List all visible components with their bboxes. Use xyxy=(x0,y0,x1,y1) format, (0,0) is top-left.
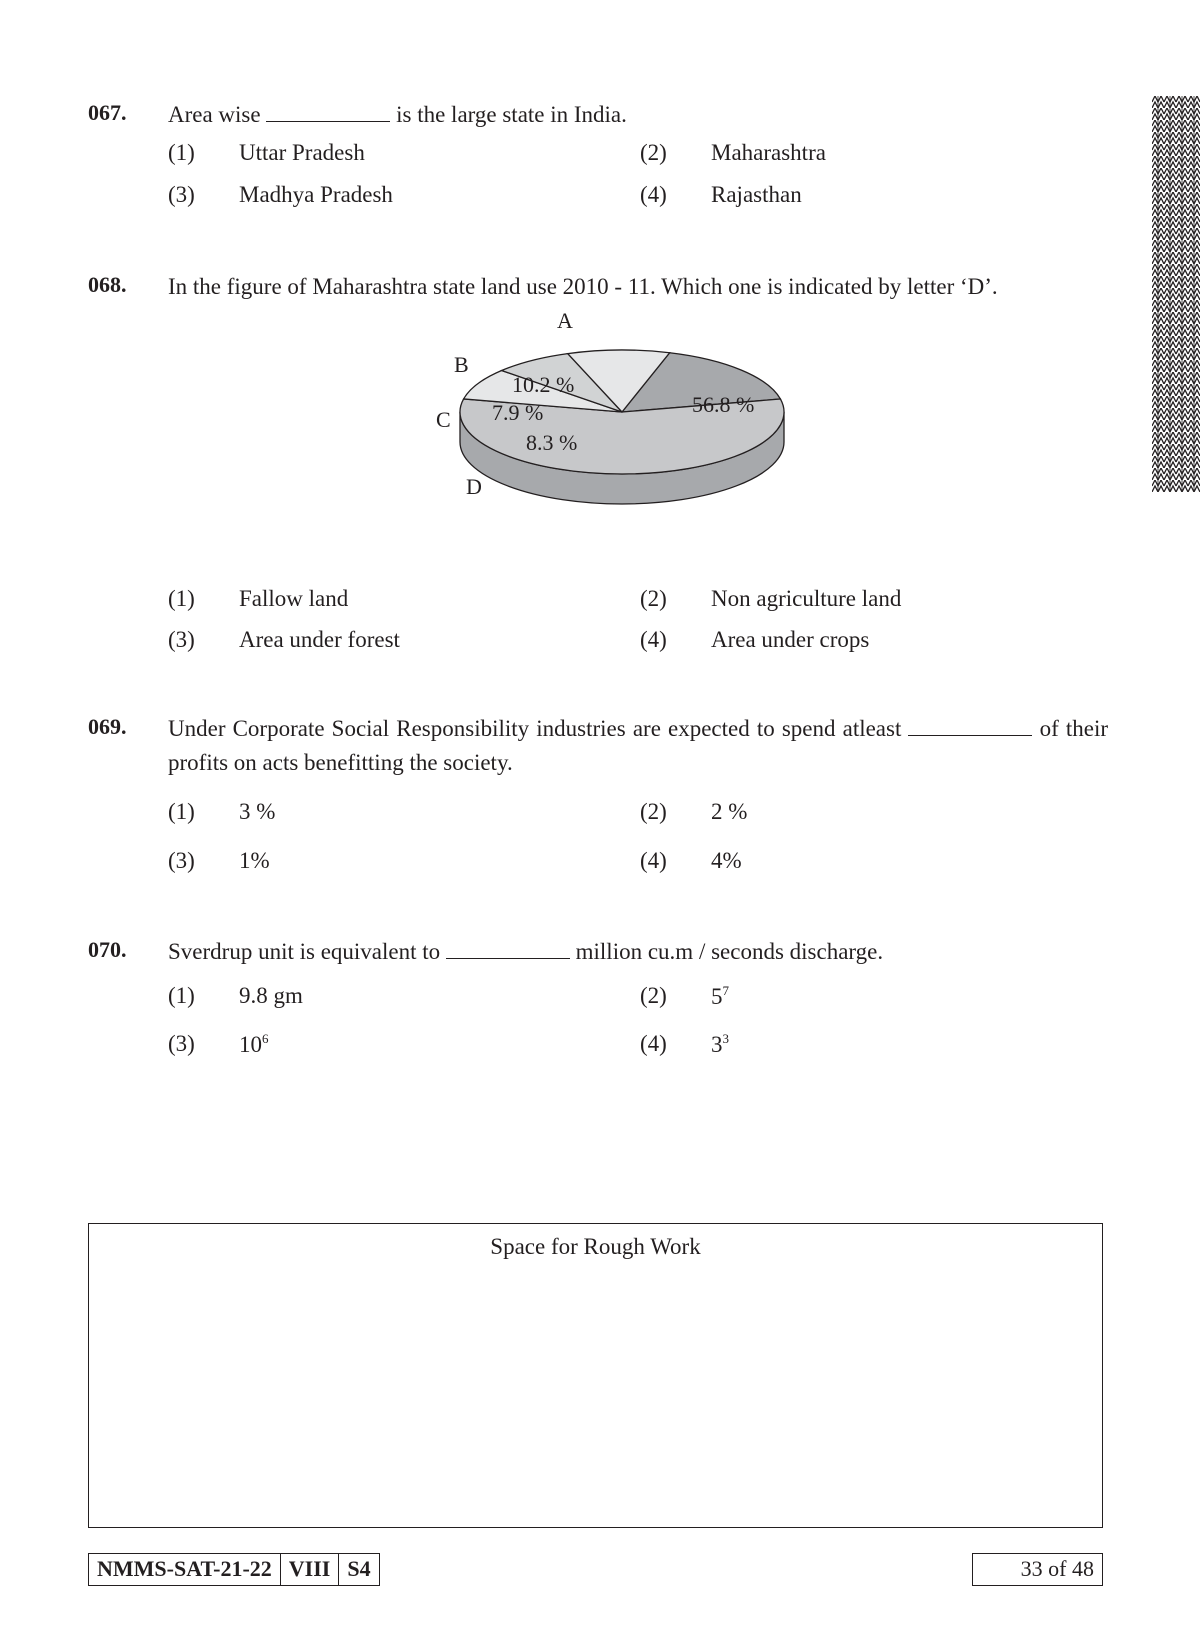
option-base: 10 xyxy=(239,1032,262,1057)
option-number: (3) xyxy=(168,1031,195,1056)
option-exponent: 3 xyxy=(722,1031,729,1046)
question-068-options xyxy=(88,586,1108,666)
option-text xyxy=(711,1031,729,1058)
question-067 xyxy=(88,98,1108,218)
option-text: 1% xyxy=(239,848,270,873)
question-text-part: is the large state in India. xyxy=(396,102,627,127)
pie-slice-letter: C xyxy=(436,407,451,432)
option-text: Area under forest xyxy=(239,627,400,652)
option-text xyxy=(239,1031,269,1058)
question-text-part: of their profits on acts benefitting the society. xyxy=(168,716,1108,775)
pie-slice-letter: B xyxy=(454,352,469,377)
pie-slice-label: 10.2 % xyxy=(512,372,575,397)
question-text-part: Sverdrup unit is equivalent to xyxy=(168,939,441,964)
pie-slice-letter: A xyxy=(557,308,573,333)
pie-slice-label: 7.9 % xyxy=(492,400,544,425)
question-text: In the figure of Maharashtra state land use 2010 - 11. Which one is indicated by letter ‘D’. xyxy=(168,274,998,299)
option-base: 3 xyxy=(711,1032,723,1057)
option-number: (2) xyxy=(640,983,667,1008)
question-text xyxy=(168,935,1108,969)
question-number: 069. xyxy=(88,714,127,739)
option-text: Uttar Pradesh xyxy=(239,140,365,165)
exam-code: NMMS-SAT-21-22 xyxy=(97,1556,272,1581)
answer-blank xyxy=(908,717,1032,736)
question-069 xyxy=(88,712,1108,882)
option-number: (4) xyxy=(640,848,667,873)
option-text: 2 % xyxy=(711,799,748,824)
option-number: (2) xyxy=(640,586,667,611)
option-exponent: 7 xyxy=(722,983,729,998)
option-text: Area under crops xyxy=(711,627,870,652)
option-number: (4) xyxy=(640,1031,667,1056)
question-text-part: Area wise xyxy=(168,102,261,127)
footer-paper-code xyxy=(88,1553,380,1586)
answer-blank xyxy=(266,103,390,122)
answer-blank xyxy=(446,940,570,959)
option-text: Fallow land xyxy=(239,586,349,611)
option-text: Non agriculture land xyxy=(711,586,902,611)
option-text: Maharashtra xyxy=(711,140,826,165)
question-070 xyxy=(88,935,1108,1075)
option-number: (3) xyxy=(168,848,195,873)
option-number: (2) xyxy=(640,140,667,165)
option-number: (1) xyxy=(168,799,195,824)
land-use-pie-chart xyxy=(436,308,830,557)
rough-work-title: Space for Rough Work xyxy=(490,1234,701,1259)
option-number: (4) xyxy=(640,627,667,652)
decorative-border-pattern xyxy=(1152,96,1200,492)
option-text: 4% xyxy=(711,848,742,873)
option-text: 9.8 gm xyxy=(239,983,303,1008)
pie-slice-label: 8.3 % xyxy=(526,430,578,455)
question-text xyxy=(168,98,1108,132)
pie-slice-label: 56.8 % xyxy=(692,392,755,417)
class-label: VIII xyxy=(280,1554,339,1585)
question-number: 068. xyxy=(88,272,127,297)
question-text xyxy=(168,712,1108,780)
pie-slice-letter: D xyxy=(466,474,482,499)
option-number: (3) xyxy=(168,182,195,207)
option-number: (1) xyxy=(168,586,195,611)
question-068 xyxy=(88,270,1108,310)
rough-work-box[interactable] xyxy=(88,1223,1103,1528)
set-label: S4 xyxy=(338,1554,378,1585)
question-text-part: million cu.m / seconds discharge. xyxy=(575,939,884,964)
option-text: Rajasthan xyxy=(711,182,802,207)
option-text: 3 % xyxy=(239,799,276,824)
option-number: (4) xyxy=(640,182,667,207)
question-number: 070. xyxy=(88,937,127,962)
page-number: 33 of 48 xyxy=(972,1553,1103,1586)
option-exponent: 6 xyxy=(262,1031,269,1046)
option-number: (1) xyxy=(168,983,195,1008)
option-base: 5 xyxy=(711,984,723,1009)
option-text xyxy=(711,983,729,1010)
option-number: (1) xyxy=(168,140,195,165)
option-number: (2) xyxy=(640,799,667,824)
question-number: 067. xyxy=(88,100,127,125)
option-number: (3) xyxy=(168,627,195,652)
option-text: Madhya Pradesh xyxy=(239,182,393,207)
question-text-part: Under Corporate Social Responsibility industries are expected to spend atleast xyxy=(168,716,902,741)
